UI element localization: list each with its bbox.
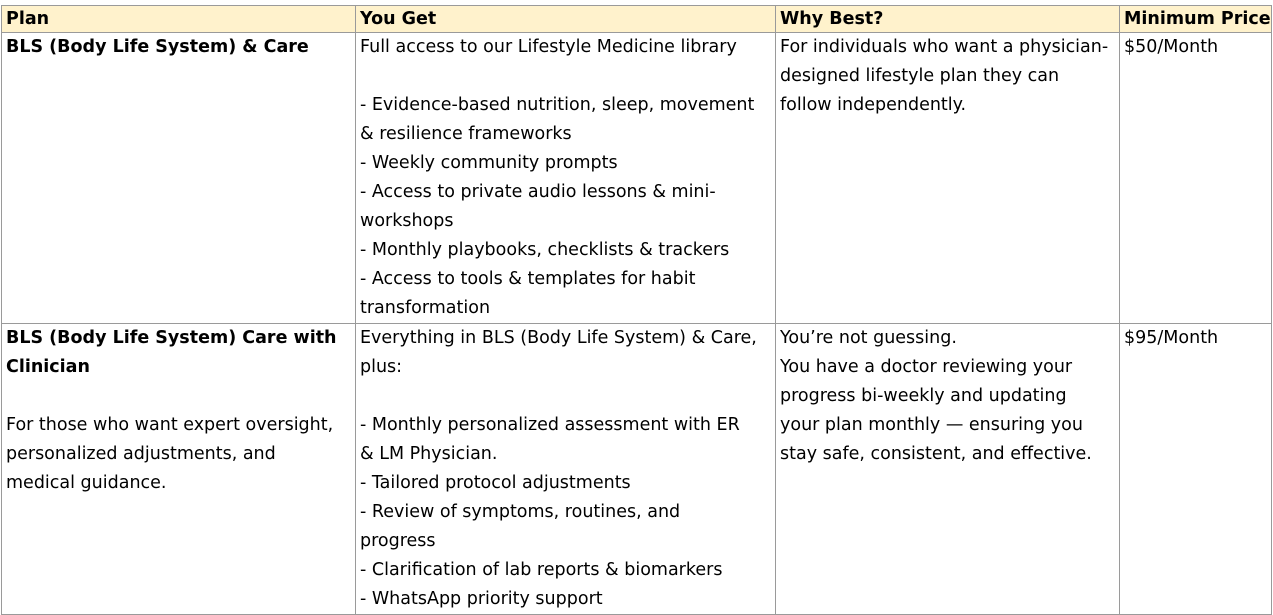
you-get-line: - Monthly playbooks, checklists & trackers — [360, 240, 730, 260]
cell-minimum-price[interactable] — [1120, 33, 1272, 324]
you-get-line: plus: — [360, 357, 403, 377]
plan-desc-line: For those who want expert oversight, — [6, 415, 334, 435]
why-best-line: You’re not guessing. — [780, 328, 957, 348]
you-get-line: Full access to our Lifestyle Medicine library — [360, 37, 737, 57]
cell-you-get[interactable] — [356, 33, 776, 324]
table-row — [2, 33, 1272, 324]
price-value: $95/Month — [1124, 328, 1219, 348]
header-plan[interactable]: Plan — [2, 6, 356, 33]
cell-why-best[interactable] — [776, 33, 1120, 324]
header-why-best[interactable]: Why Best? — [776, 6, 1120, 33]
cell-plan[interactable] — [2, 324, 356, 615]
you-get-line: & resilience frameworks — [360, 124, 572, 144]
you-get-line: - Monthly personalized assessment with ER — [360, 415, 740, 435]
why-best-line: progress bi-weekly and updating — [780, 386, 1067, 406]
why-best-line: designed lifestyle plan they can — [780, 66, 1060, 86]
header-minimum-price[interactable]: Minimum Price — [1120, 6, 1272, 33]
you-get-line: - Clarification of lab reports & biomarkers — [360, 560, 723, 580]
you-get-line: - Review of symptoms, routines, and — [360, 502, 681, 522]
you-get-line: & LM Physician. — [360, 444, 498, 464]
header-you-get[interactable]: You Get — [356, 6, 776, 33]
why-best-line: follow independently. — [780, 95, 967, 115]
cell-why-best[interactable] — [776, 324, 1120, 615]
cell-you-get[interactable] — [356, 324, 776, 615]
you-get-line: Everything in BLS (Body Life System) & Care, — [360, 328, 757, 348]
header-row — [2, 6, 1272, 33]
plan-name-line: BLS (Body Life System) Care with — [6, 328, 337, 348]
you-get-line: - Access to tools & templates for habit — [360, 269, 696, 289]
table-row — [2, 324, 1272, 615]
plans-table — [1, 5, 1272, 615]
cell-plan[interactable] — [2, 33, 356, 324]
you-get-line — [360, 382, 775, 411]
why-best-line: You have a doctor reviewing your — [780, 357, 1073, 377]
you-get-line: workshops — [360, 211, 454, 231]
price-value: $50/Month — [1124, 37, 1219, 57]
you-get-line: - WhatsApp priority support — [360, 589, 603, 609]
you-get-line: - Access to private audio lessons & mini- — [360, 182, 716, 202]
cell-minimum-price[interactable] — [1120, 324, 1272, 615]
plan-name-line: Clinician — [6, 357, 90, 377]
plan-desc-line: personalized adjustments, and — [6, 444, 276, 464]
you-get-line: - Tailored protocol adjustments — [360, 473, 631, 493]
why-best-line: your plan monthly — ensuring you — [780, 415, 1083, 435]
you-get-line: - Evidence-based nutrition, sleep, movement — [360, 95, 755, 115]
you-get-line: transformation — [360, 298, 491, 318]
why-best-line: stay safe, consistent, and effective. — [780, 444, 1092, 464]
plan-desc-line — [6, 382, 355, 411]
plan-desc-line: medical guidance. — [6, 473, 167, 493]
you-get-line: progress — [360, 531, 436, 551]
you-get-line — [360, 62, 775, 91]
you-get-line: - Weekly community prompts — [360, 153, 618, 173]
why-best-line: For individuals who want a physician- — [780, 37, 1109, 57]
plan-name-line: BLS (Body Life System) & Care — [6, 37, 309, 57]
